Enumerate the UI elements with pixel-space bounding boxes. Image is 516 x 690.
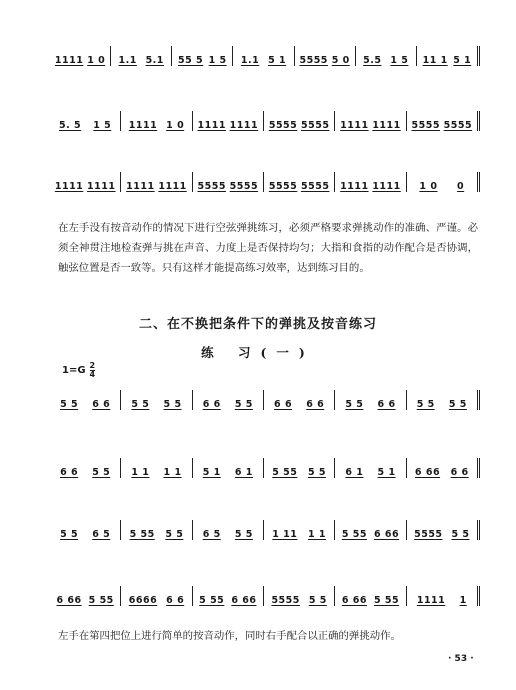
note-group: 5 5 bbox=[448, 399, 467, 410]
measure bbox=[335, 520, 406, 540]
page-number: · 53 · bbox=[448, 654, 474, 664]
instruction-paragraph-1: 在左手没有按音动作的情况下进行空弦弹挑练习，必须严格要求弹挑动作的准确、严谨。必须全神贯注地检查弹与挑在声音、力度上是否保持均匀；大指和食指的动作配合是否协调，触弦位置是否一致等。只有这样才能提高练习效率，达到练习目的。 bbox=[58, 222, 478, 274]
measure bbox=[335, 458, 406, 478]
measure bbox=[335, 390, 406, 410]
time-signature bbox=[90, 362, 96, 379]
measure bbox=[407, 390, 480, 410]
note-group: 1.1 bbox=[118, 55, 137, 66]
note-group: 5555 bbox=[299, 55, 328, 66]
notation-row bbox=[50, 109, 480, 131]
note-group: 1 1 bbox=[307, 529, 327, 540]
measure bbox=[111, 46, 172, 66]
key-label: 1=G bbox=[62, 365, 86, 376]
measure bbox=[193, 111, 264, 131]
note-group: 6 6 bbox=[92, 399, 111, 410]
note-group: 5 55 bbox=[272, 467, 298, 478]
note-group: 5555 bbox=[271, 595, 300, 606]
note-group: 5 5 bbox=[165, 529, 184, 540]
note-group: 5 5 bbox=[307, 467, 327, 478]
note-group: 6 6 bbox=[60, 467, 79, 478]
note-group: 5555 bbox=[300, 120, 330, 131]
note-group: 6 66 bbox=[56, 595, 82, 606]
measure bbox=[50, 458, 121, 478]
note-group: 5 5 bbox=[234, 399, 253, 410]
note-group: 5.1 bbox=[145, 55, 164, 66]
note-group: 11 1 bbox=[422, 55, 448, 66]
note-group: 6 5 bbox=[202, 529, 221, 540]
note-group: 6 66 bbox=[414, 467, 441, 478]
note-group: 1111 bbox=[197, 120, 226, 131]
note-group: 1111 bbox=[372, 120, 401, 131]
note-group: 1 5 bbox=[93, 120, 112, 131]
note-group: 1 0 bbox=[419, 181, 438, 192]
measure bbox=[407, 458, 480, 478]
measure bbox=[193, 172, 264, 192]
measure bbox=[335, 586, 406, 606]
note-group: 5 1 bbox=[453, 55, 472, 66]
note-group: 6666 bbox=[128, 595, 158, 606]
note-group: 5 5 bbox=[60, 399, 79, 410]
note-group: 5 5 bbox=[163, 399, 182, 410]
measure bbox=[193, 586, 264, 606]
note-group: 1111 bbox=[54, 181, 84, 192]
note-group: 6 66 bbox=[341, 595, 367, 606]
note-group: 5555 bbox=[268, 181, 298, 192]
note-group: 6 6 bbox=[274, 399, 293, 410]
measure bbox=[50, 520, 121, 540]
measure bbox=[50, 390, 121, 410]
note-group: 1111 bbox=[340, 120, 369, 131]
note-group: 1111 bbox=[372, 181, 401, 192]
note-group: 5555 bbox=[411, 120, 440, 131]
note-group: 6 6 bbox=[306, 399, 325, 410]
note-group: 1111 bbox=[87, 181, 116, 192]
measure bbox=[335, 172, 406, 192]
note-group: 5 5 bbox=[131, 399, 150, 410]
note-group: 5 1 bbox=[377, 467, 396, 478]
note-group: 5. 5 bbox=[59, 120, 82, 131]
time-signature-top: 2 bbox=[89, 361, 96, 370]
measure bbox=[172, 46, 233, 66]
time-signature-bottom: 4 bbox=[89, 370, 96, 379]
note-group: 1 1 bbox=[131, 467, 150, 478]
notation-row bbox=[50, 456, 480, 478]
note-group: 1111 bbox=[229, 120, 259, 131]
note-group: 6 66 bbox=[231, 595, 257, 606]
key-signature bbox=[62, 362, 95, 379]
note-group: 6 1 bbox=[234, 467, 253, 478]
notation-row bbox=[50, 170, 480, 192]
note-group: 1 bbox=[459, 595, 467, 606]
note-group: 5 55 bbox=[88, 595, 114, 606]
note-group: 1 0 bbox=[166, 120, 185, 131]
note-group: 5555 bbox=[414, 529, 443, 540]
measure bbox=[335, 111, 406, 131]
exercise-title: 练 习(一) bbox=[201, 345, 315, 360]
measure bbox=[407, 172, 480, 192]
note-group: 5 1 bbox=[202, 467, 221, 478]
note-group: 1 5 bbox=[208, 55, 227, 66]
measure bbox=[121, 172, 192, 192]
measure bbox=[264, 520, 335, 540]
note-group: 1 5 bbox=[390, 55, 409, 66]
measure bbox=[264, 390, 335, 410]
measure bbox=[50, 586, 121, 606]
measure bbox=[295, 46, 356, 66]
measure bbox=[264, 111, 335, 131]
note-group: 5 5 bbox=[416, 399, 435, 410]
note-group: 1 0 bbox=[87, 55, 106, 66]
note-group: 5555 bbox=[300, 181, 330, 192]
note-group: 5 5 bbox=[234, 529, 253, 540]
section-heading: 二、在不换把条件下的弹挑及按音练习 bbox=[138, 317, 377, 332]
note-group: 55 5 bbox=[178, 55, 204, 66]
measure bbox=[121, 586, 192, 606]
note-group: 5555 bbox=[197, 181, 226, 192]
measure bbox=[407, 586, 480, 606]
note-group: 6 6 bbox=[202, 399, 221, 410]
note-group: 5 55 bbox=[199, 595, 225, 606]
measure bbox=[193, 520, 264, 540]
measure bbox=[417, 46, 480, 66]
note-group: 6 6 bbox=[450, 467, 469, 478]
notation-row bbox=[50, 44, 480, 66]
measure bbox=[121, 458, 192, 478]
note-group: 5 5 bbox=[92, 467, 111, 478]
note-group: 6 1 bbox=[345, 467, 364, 478]
notation-row bbox=[50, 518, 480, 540]
note-group: 5555 bbox=[443, 120, 473, 131]
measure bbox=[121, 390, 192, 410]
measure bbox=[264, 586, 335, 606]
measure bbox=[193, 458, 264, 478]
note-group: 5.5 bbox=[363, 55, 382, 66]
note-group: 1.1 bbox=[240, 55, 260, 66]
measure bbox=[121, 111, 192, 131]
note-group: 1111 bbox=[128, 120, 158, 131]
measure bbox=[193, 390, 264, 410]
note-group: 5 1 bbox=[268, 55, 287, 66]
measure bbox=[264, 458, 335, 478]
note-group: 5555 bbox=[268, 120, 298, 131]
note-group: 5 55 bbox=[341, 529, 367, 540]
note-group: 5 5 bbox=[308, 595, 327, 606]
measure bbox=[233, 46, 294, 66]
note-group: 6 66 bbox=[373, 529, 400, 540]
note-group: 5 5 bbox=[60, 529, 79, 540]
note-group: 5 0 bbox=[331, 55, 350, 66]
measure bbox=[407, 520, 480, 540]
note-group: 1111 bbox=[340, 181, 369, 192]
note-group: 1 11 bbox=[272, 529, 298, 540]
note-group: 1111 bbox=[416, 595, 446, 606]
measure bbox=[121, 520, 192, 540]
note-group: 1111 bbox=[158, 181, 187, 192]
note-group: 6 5 bbox=[92, 529, 111, 540]
measure bbox=[264, 172, 335, 192]
note-group: 1111 bbox=[126, 181, 155, 192]
note-group: 1111 bbox=[54, 55, 84, 66]
instruction-paragraph-2: 左手在第四把位上进行简单的按音动作，同时右手配合以正确的弹挑动作。 bbox=[58, 630, 401, 642]
note-group: 0 bbox=[457, 181, 465, 192]
measure bbox=[356, 46, 417, 66]
measure bbox=[407, 111, 480, 131]
note-group: 5 5 bbox=[345, 399, 364, 410]
measure bbox=[50, 172, 121, 192]
note-group: 5 55 bbox=[373, 595, 400, 606]
note-group: 5 5 bbox=[451, 529, 470, 540]
notation-row bbox=[50, 584, 480, 606]
note-group: 6 6 bbox=[377, 399, 396, 410]
note-group: 1 1 bbox=[163, 467, 182, 478]
measure bbox=[50, 46, 111, 66]
note-group: 5 55 bbox=[129, 529, 155, 540]
notation-row bbox=[50, 388, 480, 410]
note-group: 5555 bbox=[229, 181, 259, 192]
note-group: 6 6 bbox=[166, 595, 185, 606]
measure bbox=[50, 111, 121, 131]
